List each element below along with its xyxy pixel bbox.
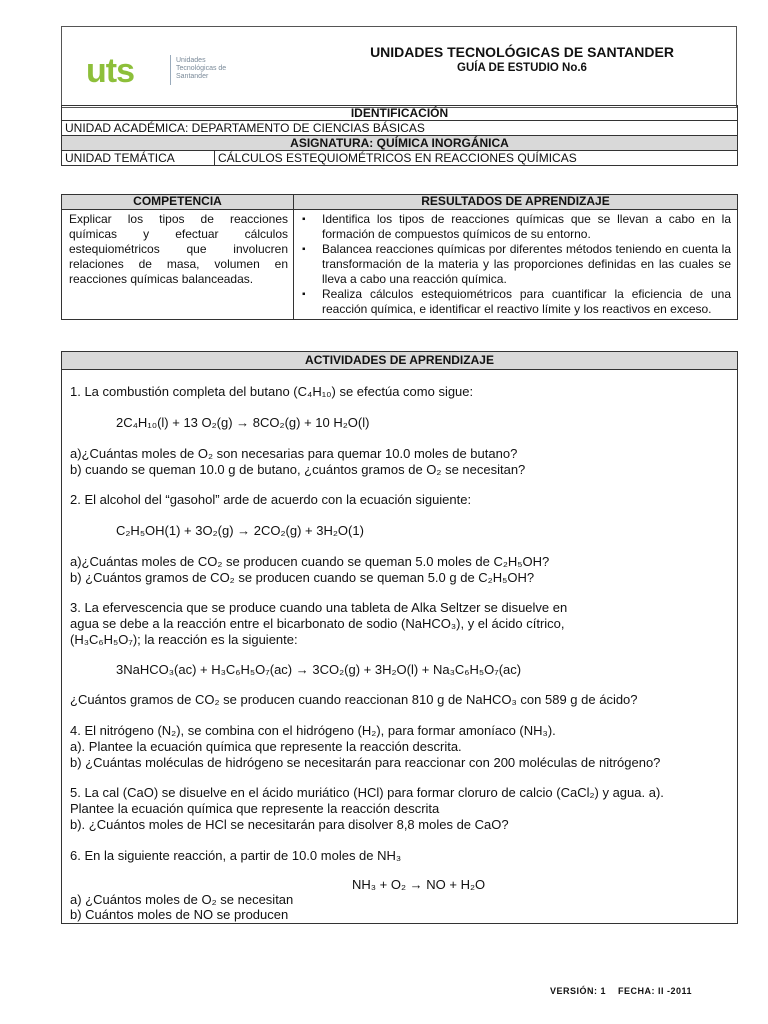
- problem-2-question-a: a)¿Cuántas moles de CO₂ se producen cuando se queman 5.0 moles de C₂H₅OH?: [70, 554, 550, 569]
- identification-heading: IDENTIFICACIÓN: [62, 106, 738, 121]
- logo-divider: [170, 55, 171, 85]
- identification-table: [61, 105, 738, 166]
- problem-5-line-2: Plantee la ecuación química que represente la reacción descrita: [70, 801, 440, 816]
- problem-1-question-a: a)¿Cuántas moles de O₂ son necesarias para quemar 10.0 moles de butano?: [70, 446, 518, 461]
- problem-4-question-b: b) ¿Cuántas moléculas de hidrógeno se necesitarán para reaccionar con 200 moléculas de nitrógeno?: [70, 755, 661, 770]
- activities-section: [61, 351, 738, 924]
- subject-row: ASIGNATURA: QUÍMICA INORGÁNICA: [62, 136, 738, 151]
- logo-caption: Unidades Tecnológicas de Santander: [176, 57, 227, 80]
- date-label: FECHA: II -2011: [618, 986, 693, 996]
- outcome-item: ▪ Identifica los tipos de reacciones químicas que se llevan a cabo en la formación de compuestos químicos de su entorno.: [322, 212, 731, 242]
- uts-logo: [86, 51, 246, 91]
- problem-5-line-1: 5. La cal (CaO) se disuelve en el ácido muriático (HCl) para formar cloruro de calcio (CaCl₂) y agua. a).: [70, 785, 664, 800]
- activities-heading: ACTIVIDADES DE APRENDIZAJE: [62, 352, 737, 370]
- competence-table: [61, 194, 738, 320]
- academic-unit: UNIDAD ACADÉMICA: DEPARTAMENTO DE CIENCIAS BÁSICAS: [62, 121, 738, 136]
- version-label: VERSIÓN: 1: [550, 986, 607, 996]
- thematic-value: CÁLCULOS ESTEQUIOMÉTRICOS EN REACCIONES QUÍMICAS: [215, 151, 738, 166]
- problem-2-intro: 2. El alcohol del “gasohol” arde de acuerdo con la ecuación siguiente:: [70, 492, 472, 507]
- problem-1-equation: 2C₄H₁₀(l) + 13 O₂(g) → 8CO₂(g) + 10 H₂O(l): [116, 415, 370, 430]
- problem-6-intro: 6. En la siguiente reacción, a partir de 10.0 moles de NH₃: [70, 848, 402, 863]
- thematic-label: UNIDAD TEMÁTICA: [62, 151, 215, 166]
- outcome-item: ▪ Realiza cálculos estequiométricos para cuantificar la eficiencia de una reacción química, e identificar el reactivo límite y los reactivos en exceso.: [322, 287, 731, 317]
- problem-2-equation: C₂H₅OH(1) + 3O₂(g) → 2CO₂(g) + 3H₂O(1): [116, 523, 364, 538]
- problem-2-question-b: b) ¿Cuántos gramos de CO₂ se producen cuando se queman 5.0 g de C₂H₅OH?: [70, 570, 535, 585]
- competence-header: COMPETENCIA: [62, 195, 294, 210]
- problem-3-line-3: (H₃C₆H₅O₇); la reacción es la siguiente:: [70, 632, 298, 647]
- competence-text: Explicar los tipos de reacciones químicas y efectuar cálculos estequiométricos que involucren relaciones de masa, volumen en reacciones químicas balanceadas.: [62, 210, 294, 320]
- guide-subtitle: GUÍA DE ESTUDIO No.6: [457, 62, 587, 74]
- problem-6-question-b: b) Cuántos moles de NO se producen: [70, 907, 289, 922]
- problem-4-intro: 4. El nitrógeno (N₂), se combina con el hidrógeno (H₂), para formar amoníaco (NH₃).: [70, 723, 556, 738]
- problem-3-equation: 3NaHCO₃(ac) + H₃C₆H₅O₇(ac) → 3CO₂(g) + 3H₂O(l) + Na₃C₆H₅O₇(ac): [116, 662, 522, 677]
- logo-word: uts: [86, 52, 134, 90]
- document-footer: [550, 986, 692, 996]
- problem-1-intro: 1. La combustión completa del butano (C₄H₁₀) se efectúa como sigue:: [70, 384, 474, 399]
- outcomes-header: RESULTADOS DE APRENDIZAJE: [294, 195, 738, 210]
- document-header: [61, 26, 737, 108]
- institution-title: UNIDADES TECNOLÓGICAS DE SANTANDER: [370, 44, 674, 60]
- problem-3-line-2: agua se debe a la reacción entre el bicarbonato de sodio (NaHCO₃), y el ácido cítrico,: [70, 616, 565, 631]
- problem-6-equation: NH₃ + O₂ → NO + H₂O: [352, 877, 486, 892]
- problem-5-question-b: b). ¿Cuántos moles de HCl se necesitarán para disolver 8,8 moles de CaO?: [70, 817, 509, 832]
- outcomes-cell: [294, 210, 738, 320]
- outcome-item: ▪ Balancea reacciones químicas por diferentes métodos teniendo en cuenta la transformación de la materia y las proporciones definidas en las cuales se lleva a cabo una reacción química.: [322, 242, 731, 287]
- problem-4-question-a: a). Plantee la ecuación química que represente la reacción descrita.: [70, 739, 462, 754]
- problem-3-question: ¿Cuántos gramos de CO₂ se producen cuando reaccionan 810 g de NaHCO₃ con 589 g de ácido?: [70, 692, 638, 707]
- problem-6-question-a: a) ¿Cuántos moles de O₂ se necesitan: [70, 892, 294, 907]
- problem-3-line-1: 3. La efervescencia que se produce cuando una tableta de Alka Seltzer se disuelve en: [70, 600, 568, 615]
- problem-1-question-b: b) cuando se queman 10.0 g de butano, ¿cuántos gramos de O₂ se necesitan?: [70, 462, 526, 477]
